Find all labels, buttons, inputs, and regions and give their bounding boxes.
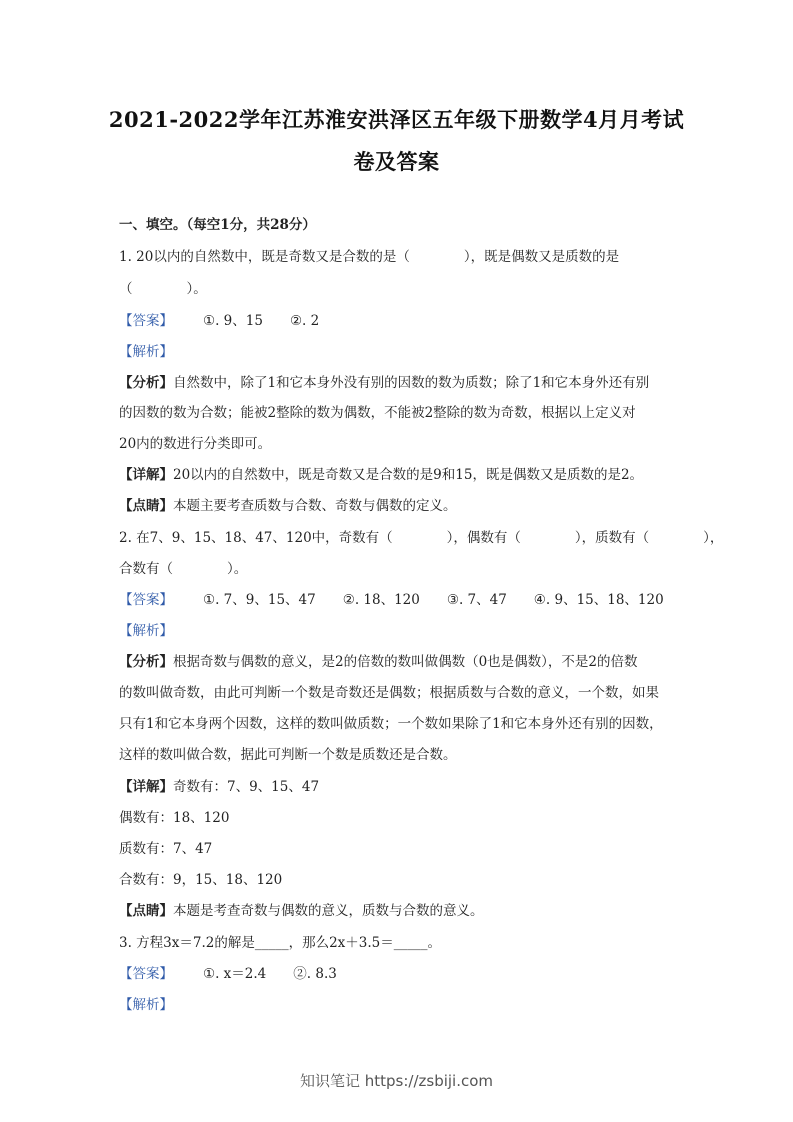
question-2-xiangjie-line3: 质数有：7、47: [119, 841, 213, 857]
question-3-answer: [119, 964, 337, 984]
document-title-line2: 卷及答案: [353, 149, 440, 174]
question-2-fenxi-line2: 的数叫做奇数，由此可判断一个数是奇数还是偶数；根据质数与合数的意义，一个数，如果: [119, 685, 659, 701]
question-2-xiangjie-line4: 合数有：9，15、18、120: [119, 872, 283, 888]
question-2-line2: 合数有（ ）。: [119, 561, 248, 577]
question-2-dianjing: [119, 901, 484, 921]
question-3-analysis-tag: 【解析】: [119, 997, 173, 1013]
dianjing-tag: 【点睛】: [119, 498, 173, 514]
answer-tag: 【答案】: [119, 313, 173, 329]
question-2-xiangjie-line1: [119, 777, 319, 797]
question-2-fenxi-line3: 只有1和它本身两个因数，这样的数叫做质数；一个数如果除了1和它本身外还有别的因数，: [119, 716, 663, 732]
dianjing-text: 本题是考查奇数与偶数的意义，质数与合数的意义。: [173, 903, 484, 919]
answer-text: ①. 9、15 ②. 2: [203, 313, 320, 329]
question-2-xiangjie-line2: 偶数有：18、120: [119, 810, 230, 826]
question-1-line1: 1. 20以内的自然数中，既是奇数又是合数的是（ ），既是偶数又是质数的是: [119, 249, 620, 265]
question-2-fenxi-line4: 这样的数叫做合数，据此可判断一个数是质数还是合数。: [119, 747, 457, 763]
footer-watermark: 知识笔记 https://zsbiji.com: [299, 1072, 494, 1090]
fenxi-tag: 【分析】: [119, 654, 173, 670]
answer-tag: 【答案】: [119, 966, 173, 982]
answer-text: ①. x＝2.4 ②. 8.3: [203, 966, 337, 982]
xiangjie-text: 20以内的自然数中，既是奇数又是合数的是9和15，既是偶数又是质数的是2。: [173, 467, 644, 483]
question-3-line1: 3. 方程3x＝7.2的解是_____，那么2x＋3.5＝_____。: [119, 935, 442, 951]
xiangjie-tag: 【详解】: [119, 467, 173, 483]
fenxi-text: 自然数中，除了1和它本身外没有别的因数的数为质数；除了1和它本身外还有别: [173, 375, 650, 391]
question-2-fenxi-line1: [119, 652, 638, 672]
question-2-answer: [119, 590, 664, 610]
question-1-fenxi-line1: [119, 373, 649, 393]
document-title-line1: 2021-2022学年江苏淮安洪泽区五年级下册数学4月月考试: [108, 107, 685, 132]
question-1-answer: [119, 311, 319, 331]
answer-tag: 【答案】: [119, 592, 173, 608]
question-1-line2: （ ）。: [119, 281, 207, 297]
answer-text: ①. 7、9、15、47 ②. 18、120 ③. 7、47 ④. 9、15、18、120: [203, 592, 664, 608]
question-1-analysis-tag: 【解析】: [119, 344, 173, 360]
xiangjie-tag: 【详解】: [119, 779, 173, 795]
question-2-line1: 2. 在7、9、15、18、47、120中，奇数有（ ），偶数有（ ），质数有（ ），: [119, 530, 724, 546]
question-1-fenxi-line2: 的因数的数为合数；能被2整除的数为偶数，不能被2整除的数为奇数，根据以上定义对: [119, 405, 636, 421]
fenxi-tag: 【分析】: [119, 375, 173, 391]
dianjing-tag: 【点睛】: [119, 903, 173, 919]
question-1-fenxi-line3: 20内的数进行分类即可。: [119, 436, 272, 452]
fenxi-text: 根据奇数与偶数的意义，是2的倍数的数叫做偶数（0也是偶数），不是2的倍数: [173, 654, 638, 670]
question-1-dianjing: [119, 496, 457, 516]
question-1-xiangjie: [119, 465, 643, 485]
section-heading: 一、填空。（每空1分，共28分）: [119, 217, 316, 233]
dianjing-text: 本题主要考查质数与合数、奇数与偶数的定义。: [173, 498, 457, 514]
question-2-analysis-tag: 【解析】: [119, 623, 173, 639]
xiangjie-text: 奇数有：7、9、15、47: [173, 779, 320, 795]
